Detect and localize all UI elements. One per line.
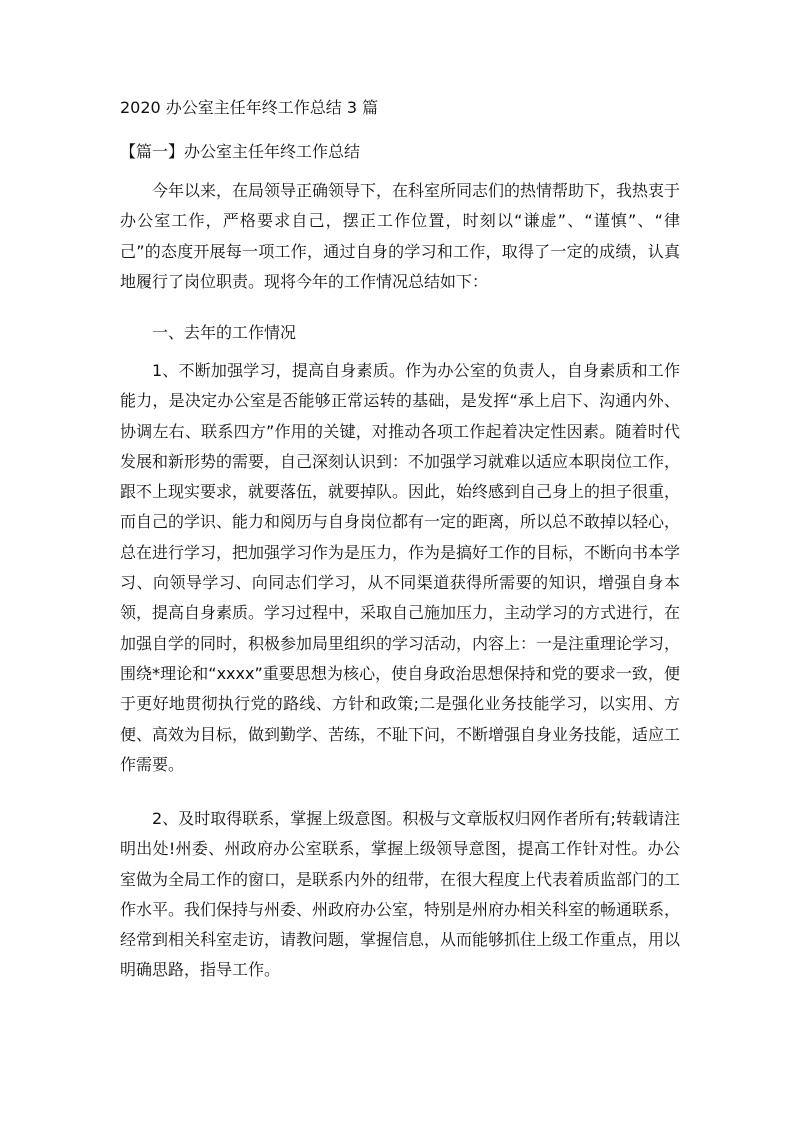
section-title: 【篇一】办公室主任年终工作总结	[120, 142, 361, 161]
body-paragraph-study: 1、不断加强学习，提高自身素质。作为办公室的负责人，自身素质和工作能力，是决定办公室是否能够正常运转的基础，是发挥“承上启下、沟通内外、协调左右、联系四方”作用的关键，对推动各项工作起着决定性因素。随着时代发展和新形势的需要，自己深刻认识到：不加强学习就难以适应本职岗位工作，跟不上现实要求，就要落伍，就要掉队。因此，始终感到自己身上的担子很重，而自己的学识、能力和阅历与自身岗位都有一定的距离，所以总不敢掉以轻心，总在进行学习，把加强学习作为是压力，作为是搞好工作的目标，不断向书本学习、向领导学习、向同志们学习，从不同渠道获得所需要的知识，增强自身本领，提高自身素质。学习过程中，采取自己施加压力，主动学习的方式进行，在加强自学的同时，积极参加局里组织的学习活动，内容上：一是注重理论学习，围绕*理论和“xxxx”重要思想为核心，使自身政治思想保持和党的要求一致，便于更好地贯彻执行党的路线、方针和政策;二是强化业务技能学习，以实用、方便、高效为目标，做到勤学、苦练，不耻下问，不断增强自身业务技能，适应工作需要。	[120, 361, 681, 774]
document-title: 2020 办公室主任年终工作总结 3 篇	[120, 98, 379, 117]
body-paragraph-contact: 2、及时取得联系，掌握上级意图。积极与文章版权归网作者所有;转载请注明出处!州委、州政府办公室联系，掌握上级领导意图，提高工作针对性。办公室做为全局工作的窗口，是联系内外的纽带，在很大程度上代表着质监部门的工作水平。我们保持与州委、州政府办公室，特别是州府办相关科室的畅通联系，经常到相关科室走访，请教问题，掌握信息，从而能够抓住上级工作重点，用以明确思路，指导工作。	[120, 809, 681, 980]
subsection-heading: 一、去年的工作情况	[152, 323, 297, 342]
intro-paragraph: 今年以来，在局领导正确领导下，在科室所同志们的热情帮助下，我热衷于办公室工作，严格要求自己，摆正工作位置，时刻以“谦虚”、“谨慎”、“律己”的态度开展每一项工作，通过自身的学习和工作，取得了一定的成绩，认真地履行了岗位职责。现将今年的工作情况总结如下：	[120, 181, 681, 291]
